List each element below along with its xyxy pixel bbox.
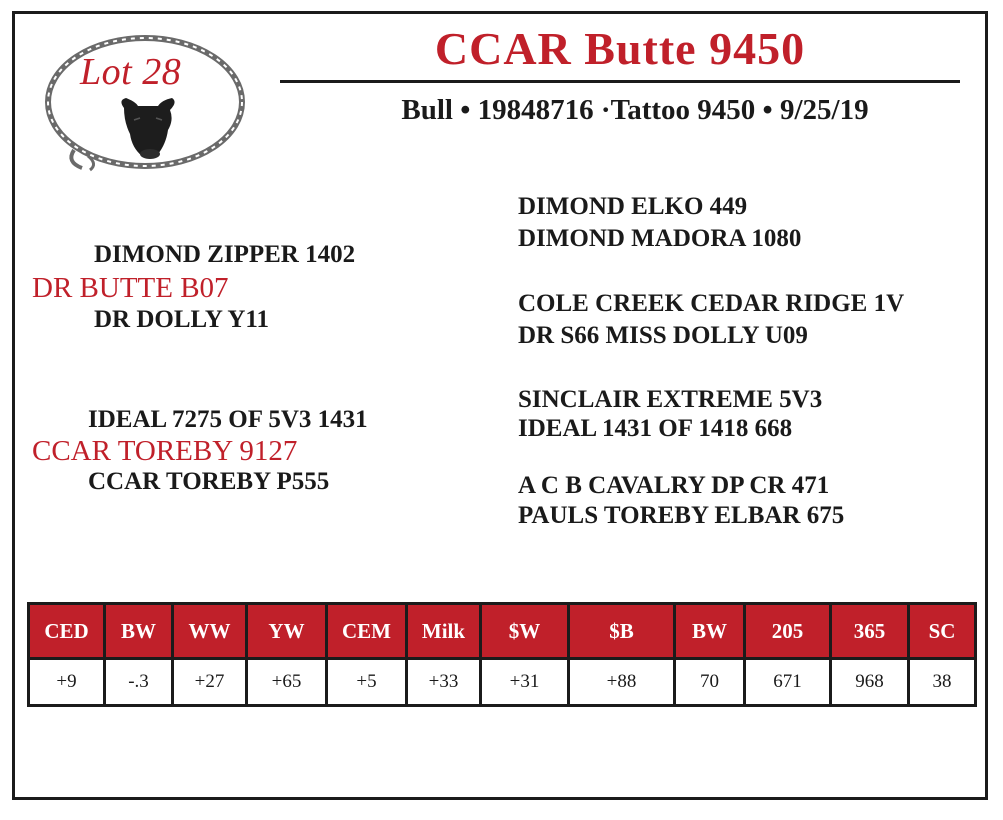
pedigree-dam-dam-sire: A C B CAVALRY DP CR 471 bbox=[518, 472, 830, 499]
epd-value-205: 671 bbox=[745, 659, 831, 706]
pedigree-sire-sire: DIMOND ZIPPER 1402 bbox=[94, 241, 356, 268]
epd-header-w-index: $W bbox=[481, 604, 569, 659]
bull-head-icon bbox=[116, 94, 180, 162]
epd-value-yw: +65 bbox=[247, 659, 327, 706]
animal-name-title: CCAR Butte 9450 bbox=[434, 23, 806, 74]
epd-value-365: 968 bbox=[831, 659, 909, 706]
epd-value-bw: -.3 bbox=[105, 659, 173, 706]
title-divider bbox=[280, 80, 960, 83]
epd-value-actual-bw: 70 bbox=[675, 659, 745, 706]
epd-value-row bbox=[29, 659, 976, 706]
epd-header-row bbox=[29, 604, 976, 659]
registration-subtitle: Bull • 19848716 ·Tattoo 9450 • 9/25/19 bbox=[401, 94, 869, 126]
epd-value-ww: +27 bbox=[173, 659, 247, 706]
epd-header-actual-bw: BW bbox=[675, 604, 745, 659]
pedigree-sire-sire-dam: DIMOND MADORA 1080 bbox=[518, 225, 802, 252]
epd-value-cem: +5 bbox=[327, 659, 407, 706]
pedigree-dam-sire-sire: SINCLAIR EXTREME 5V3 bbox=[518, 386, 823, 413]
epd-value-milk: +33 bbox=[407, 659, 481, 706]
epd-header-205: 205 bbox=[745, 604, 831, 659]
epd-header-ww: WW bbox=[173, 604, 247, 659]
pedigree-dam-sire-dam: IDEAL 1431 OF 1418 668 bbox=[518, 415, 793, 442]
epd-value-b-index: +88 bbox=[569, 659, 675, 706]
epd-value-sc: 38 bbox=[909, 659, 976, 706]
epd-value-ced: +9 bbox=[29, 659, 105, 706]
epd-header-yw: YW bbox=[247, 604, 327, 659]
lot-number: Lot 28 bbox=[80, 51, 182, 93]
pedigree-sire: DR BUTTE B07 bbox=[32, 272, 229, 304]
epd-header-ced: CED bbox=[29, 604, 105, 659]
pedigree-sire-dam-sire: COLE CREEK CEDAR RIDGE 1V bbox=[518, 290, 905, 317]
epd-header-milk: Milk bbox=[407, 604, 481, 659]
epd-table bbox=[27, 602, 977, 707]
pedigree-sire-dam-dam: DR S66 MISS DOLLY U09 bbox=[518, 322, 808, 349]
epd-header-cem: CEM bbox=[327, 604, 407, 659]
epd-value-w-index: +31 bbox=[481, 659, 569, 706]
pedigree-dam-sire: IDEAL 7275 OF 5V3 1431 bbox=[88, 406, 368, 433]
epd-header-sc: SC bbox=[909, 604, 976, 659]
pedigree-dam-dam: CCAR TOREBY P555 bbox=[88, 468, 330, 495]
epd-header-365: 365 bbox=[831, 604, 909, 659]
pedigree-dam: CCAR TOREBY 9127 bbox=[32, 435, 298, 467]
pedigree-sire-dam: DR DOLLY Y11 bbox=[94, 306, 270, 333]
epd-header-bw: BW bbox=[105, 604, 173, 659]
epd-header-b-index: $B bbox=[569, 604, 675, 659]
pedigree-sire-sire-sire: DIMOND ELKO 449 bbox=[518, 193, 748, 220]
pedigree-dam-dam-dam: PAULS TOREBY ELBAR 675 bbox=[518, 502, 845, 529]
